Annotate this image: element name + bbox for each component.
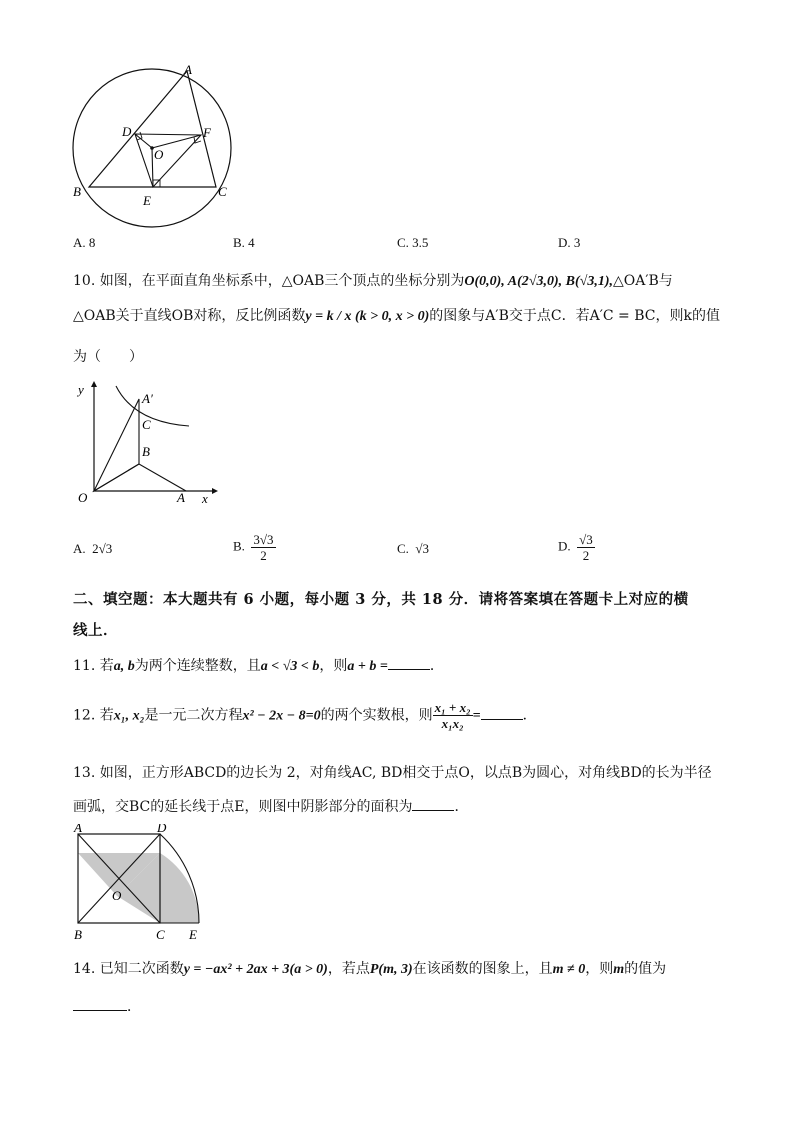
q14-line2: ． [73,996,141,1016]
q13-line2: 画弧，交BC的延长线于点E，则图中阴影部分的面积为 ． [73,799,469,815]
label-b: B [73,184,81,199]
triangle-oab [94,464,186,491]
q12-fraction: $\frac{\text{x₁ + x₂}}{\text{x₁x₂}}$ [434,700,471,731]
label-o: O [78,490,88,505]
q9-option-d[interactable]: D. 3 [558,235,581,250]
label-a-prime: A′ [142,391,153,406]
q10-line1 [73,270,673,290]
q10-option-c-value: √3 [415,541,430,556]
q9-option-c[interactable]: C. 3.5 [397,235,429,250]
q10-line3: 为（ ） [73,349,143,365]
y-axis-arrow-icon [91,381,97,387]
q10-line2-text: △OAB关于直线OB对称，反比例函数 [73,308,306,324]
label-c: C [156,927,165,942]
q10-option-c[interactable]: C. √3 [397,541,430,556]
label-b: B [142,444,150,459]
label-e: E [189,927,197,942]
x-axis-arrow-icon [212,488,218,494]
q12: 12. 若x₁, x₂是一元二次方程x² − 2x − 8=0的两个实数根，则 $\frac{\text{x₁ + x₂}}{\text{x₁x₂}}$ = ． [73,700,537,731]
label-d: D [122,124,132,139]
section2-heading-line1: 二、填空题：本大题共有 6 小题，每小题 3 分，共 18 分．请将答案填在答题卡上对应的横 [73,591,689,608]
section2-heading-line2: 线上． [73,622,118,639]
q10-option-a-value: 2√3 [92,541,113,556]
q10-line2-end: 的图象与A′B交于点C．若A′C = BC，则k的值 [429,308,720,324]
q10-option-b-fraction: $\frac{3√3}{2}$ [253,532,274,563]
q9-figure [60,60,260,235]
q10-triangle-text: △OAB三个顶点的坐标分别为 [281,273,465,289]
q14-answer-blank[interactable] [73,998,127,1011]
q10-figure [72,378,222,506]
q11-answer-blank[interactable] [388,657,430,670]
q13-answer-blank[interactable] [412,798,454,811]
label-a: A [184,62,192,77]
label-o: O [112,888,122,903]
label-x: x [202,491,208,506]
q9-option-b[interactable]: B. 4 [233,235,255,250]
right-angle-f [194,137,201,143]
q9-option-a[interactable]: A. 8 [73,235,96,250]
label-e: E [143,193,151,208]
label-a: A [177,490,185,505]
q10-option-b[interactable]: B. $\frac{3√3}{2}$ [233,532,274,563]
q11: 11. 若a, b为两个连续整数，且a < √3 < b，则a + b = ． [73,658,444,674]
label-a: A [74,824,82,835]
q10-number: 10. 如图，在平面直角坐标系中， [73,273,282,289]
shaded-arc-region [160,853,199,923]
q13-line1: 13. 如图，正方形ABCD的边长为 2，对角线AC, BD相交于点O，以点B为圆心，对角线BD的长为半径 [73,765,712,781]
q10-option-d[interactable]: D. $\frac{√3}{2}$ [558,532,593,563]
q10-option-d-fraction: $\frac{√3}{2}$ [579,532,593,563]
q10-function: y = k / x (k > 0, x > 0) [305,309,430,324]
label-o: O [154,147,164,162]
q14-line1: 14. 已知二次函数y = −ax² + 2ax + 3(a > 0)，若点P(m, 3)在该函数的图象上，且m ≠ 0，则m的值为 [73,961,667,977]
q10-option-a[interactable]: A. 2√3 [73,541,113,556]
q10-coords: O(0,0), A(2√3,0), B(√3,1), [464,274,613,289]
label-c: C [218,184,227,199]
label-d: D [157,824,167,835]
label-c: C [142,417,151,432]
label-f: F [203,125,211,140]
triangle-oa1b [94,399,139,491]
q13-figure [70,824,210,944]
label-y: y [78,382,84,397]
q10-line2 [73,305,720,325]
q12-answer-blank[interactable] [481,707,523,720]
label-b: B [74,927,82,942]
q10-sym-text: △OA′B与 [612,273,673,289]
